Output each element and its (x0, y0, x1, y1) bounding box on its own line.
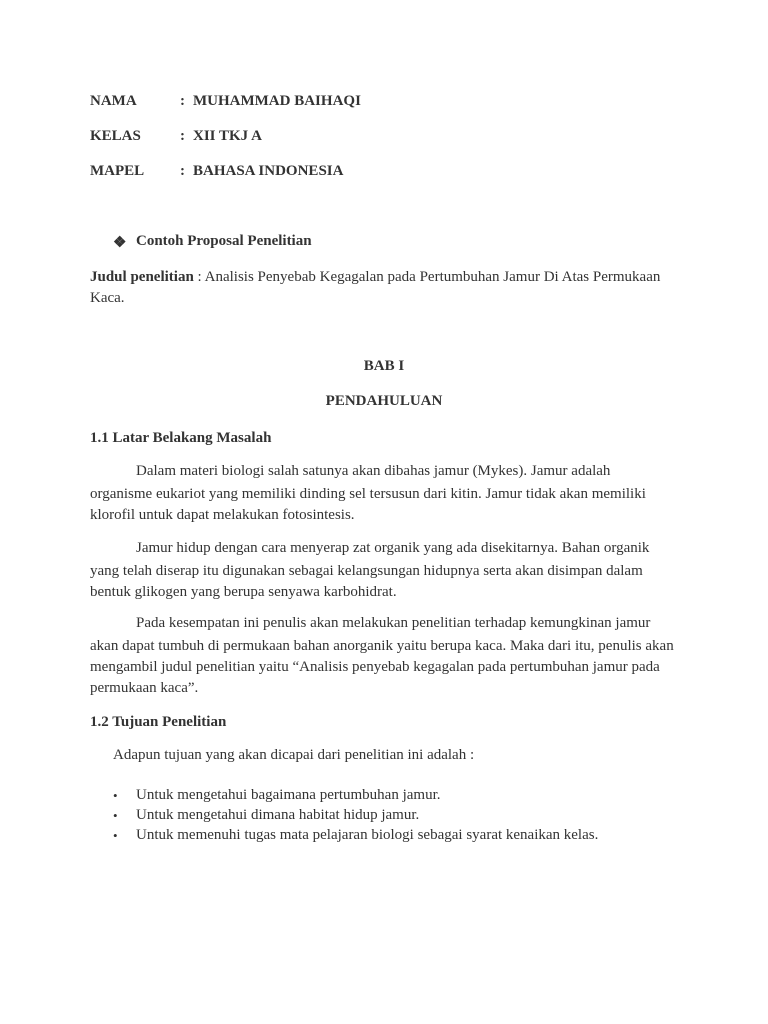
latar-p1-line3: klorofil untuk dapat melakukan fotosintesis. (90, 507, 355, 523)
tujuan-heading: 1.2 Tujuan Penelitian (90, 714, 227, 730)
section-heading: Contoh Proposal Penelitian (136, 233, 312, 249)
latar-p2-line3: bentuk glikogen yang berupa senyawa karbohidrat. (90, 584, 397, 600)
bullet-dot-icon: • (113, 808, 118, 823)
diamond-bullet-icon: ❖ (113, 235, 127, 251)
latar-p2-line1: Jamur hidup dengan cara menyerap zat organik yang ada disekitarnya. Bahan organik (136, 540, 650, 556)
latar-p1-line1: Dalam materi biologi salah satunya akan dibahas jamur (Mykes). Jamur adalah (136, 463, 611, 479)
tujuan-item-3: Untuk memenuhi tugas mata pelajaran biologi sebagai syarat kenaikan kelas. (136, 827, 599, 843)
latar-p3-line2: akan dapat tumbuh di permukaan bahan anorganik yaitu berupa kaca. Maka dari itu, penulis akan (90, 638, 674, 654)
bullet-dot-icon: • (113, 828, 118, 843)
nama-label: NAMA (90, 93, 137, 109)
mapel-label: MAPEL (90, 163, 145, 179)
latar-p1-line2: organisme eukariot yang memiliki dinding sel tersusun dari kitin. Jamur tidak akan memiliki (90, 486, 646, 502)
latar-heading: 1.1 Latar Belakang Masalah (90, 430, 272, 446)
tujuan-intro: Adapun tujuan yang akan dicapai dari penelitian ini adalah : (113, 747, 475, 763)
kelas-label: KELAS (90, 128, 141, 144)
chapter-number: BAB I (363, 358, 405, 374)
kelas-colon: : (180, 128, 185, 144)
mapel-value: BAHASA INDONESIA (193, 163, 344, 179)
tujuan-item-1: Untuk mengetahui bagaimana pertumbuhan jamur. (136, 787, 441, 803)
kelas-value: XII TKJ A (193, 128, 262, 144)
judul-text-line1: Analisis Penyebab Kegagalan pada Pertumbuhan Jamur Di Atas Permukaan (204, 269, 661, 285)
bullet-dot-icon: • (113, 788, 118, 803)
chapter-title: PENDAHULUAN (325, 393, 443, 409)
judul-label: Judul penelitian (90, 269, 194, 285)
nama-colon: : (180, 93, 185, 109)
tujuan-item-2: Untuk mengetahui dimana habitat hidup jamur. (136, 807, 420, 823)
judul-paragraph (90, 267, 690, 288)
mapel-colon: : (180, 163, 185, 179)
judul-separator: : (193, 269, 205, 285)
judul-text-line2: Kaca. (90, 290, 125, 306)
latar-p3-line3: mengambil judul penelitian yaitu “Analisis penyebab kegagalan pada pertumbuhan jamur pada (90, 659, 660, 675)
latar-p3-line1: Pada kesempatan ini penulis akan melakukan penelitian terhadap kemungkinan jamur (136, 615, 651, 631)
nama-value: MUHAMMAD BAIHAQI (193, 93, 361, 109)
latar-p2-line2: yang telah diserap itu digunakan sebagai kelangsungan hidupnya serta akan disimpan dalam (90, 563, 643, 579)
latar-p3-line4: permukaan kaca”. (90, 680, 199, 696)
